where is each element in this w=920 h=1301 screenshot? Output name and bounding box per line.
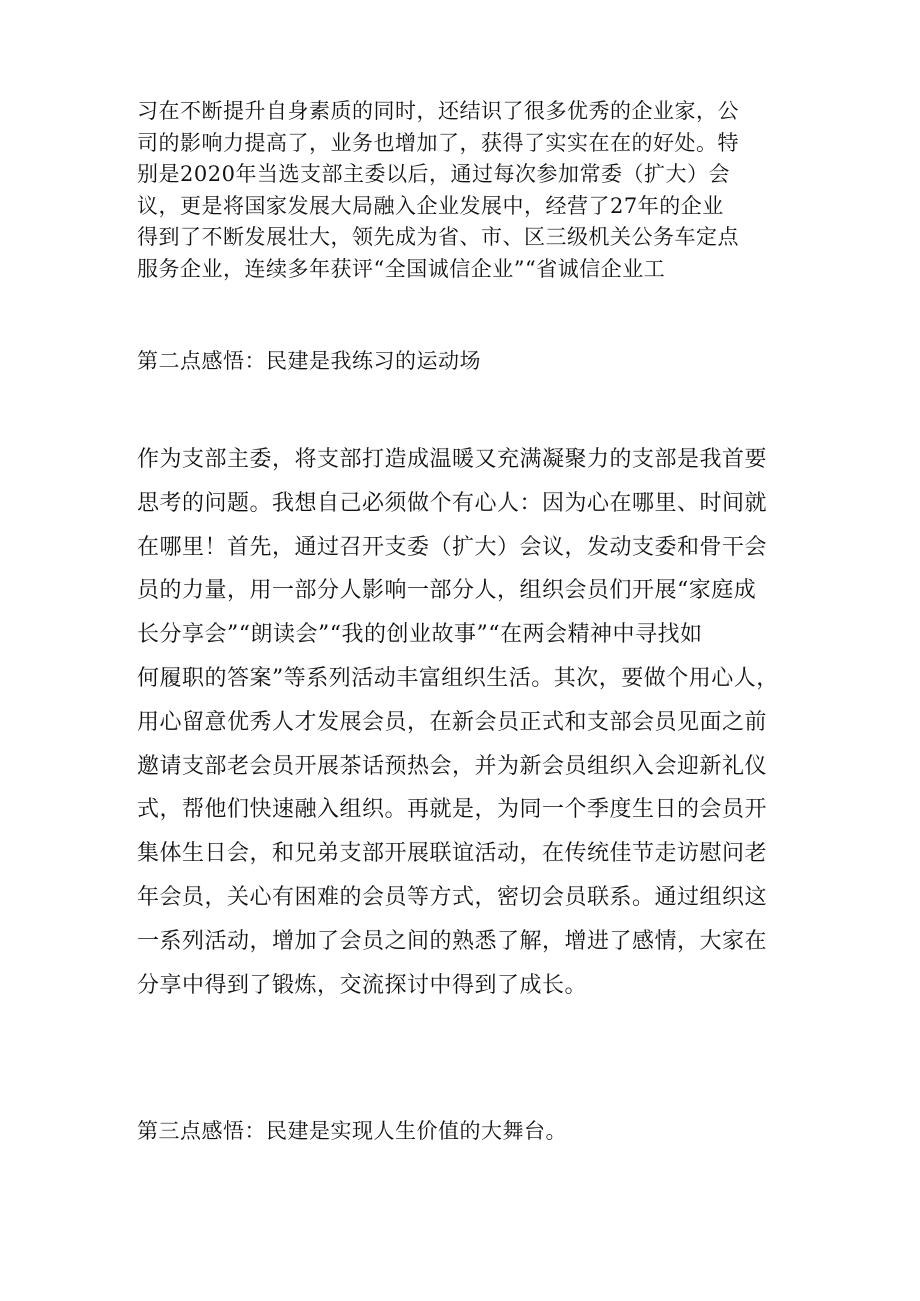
paragraph-line: 邀请支部老会员开展茶话预热会，并为新会员组织入会迎新礼仪 bbox=[137, 753, 768, 779]
paragraph-line: 年会员，关心有困难的会员等方式，密切会员联系。通过组织这 bbox=[137, 884, 768, 910]
paragraph-line: 思考的问题。我想自己必须做个有心人：因为心在哪里、时间就 bbox=[137, 490, 768, 516]
paragraph-line: 集体生日会，和兄弟支部开展联谊活动，在传统佳节走访慰问老 bbox=[137, 841, 768, 867]
paragraph-line: 用心留意优秀人才发展会员，在新会员正式和支部会员见面之前 bbox=[137, 709, 768, 735]
paragraph-line: 式，帮他们快速融入组织。再就是，为同一个季度生日的会员开 bbox=[137, 797, 768, 823]
paragraph-line: 员的力量，用一部分人影响一部分人，组织会员们开展“家庭成 bbox=[137, 578, 757, 604]
paragraph-line: 在哪里！首先，通过召开支委（扩大）会议，发动支委和骨干会 bbox=[137, 534, 768, 560]
paragraph-line: 习在不断提升自身素质的同时，还结识了很多优秀的企业家，公 bbox=[137, 99, 739, 123]
paragraph-line: 一系列活动，增加了会员之间的熟悉了解，增进了感情，大家在 bbox=[137, 928, 768, 954]
paragraph-line: 作为支部主委，将支部打造成温暖又充满凝聚力的支部是我首要 bbox=[137, 447, 768, 472]
paragraph-line: 别是2020年当选支部主委以后，通过每次参加常委（扩大）会 bbox=[137, 162, 730, 186]
paragraph-line: 议，更是将国家发展大局融入企业发展中，经营了27年的企业 bbox=[137, 193, 724, 218]
paragraph-line: 服务企业，连续多年获评“全国诚信企业”“省诚信企业工 bbox=[137, 256, 666, 281]
heading-text: 第三点感悟：民建是实现人生价值的大舞台。 bbox=[137, 1119, 567, 1143]
paragraph-line: 司的影响力提高了，业务也增加了，获得了实实在在的好处。特 bbox=[137, 130, 739, 155]
heading-text: 第二点感悟：民建是我练习的运动场 bbox=[137, 349, 481, 373]
paragraph-line: 长分享会”“朗读会”“我的创业故事”“在两会精神中寻找如 bbox=[137, 622, 703, 648]
section-heading-3 bbox=[137, 1116, 807, 1146]
paragraph-line: 分享中得到了锻炼，交流探讨中得到了成长。 bbox=[137, 972, 588, 998]
paragraph-1 bbox=[137, 96, 807, 285]
paragraph-line: 何履职的答案”等系列活动丰富组织生活。其次，要做个用心人， bbox=[137, 665, 779, 691]
paragraph-line: 得到了不断发展壮大，领先成为省、市、区三级机关公务车定点 bbox=[137, 225, 739, 249]
section-heading-2 bbox=[137, 346, 807, 376]
paragraph-2 bbox=[137, 438, 807, 1007]
